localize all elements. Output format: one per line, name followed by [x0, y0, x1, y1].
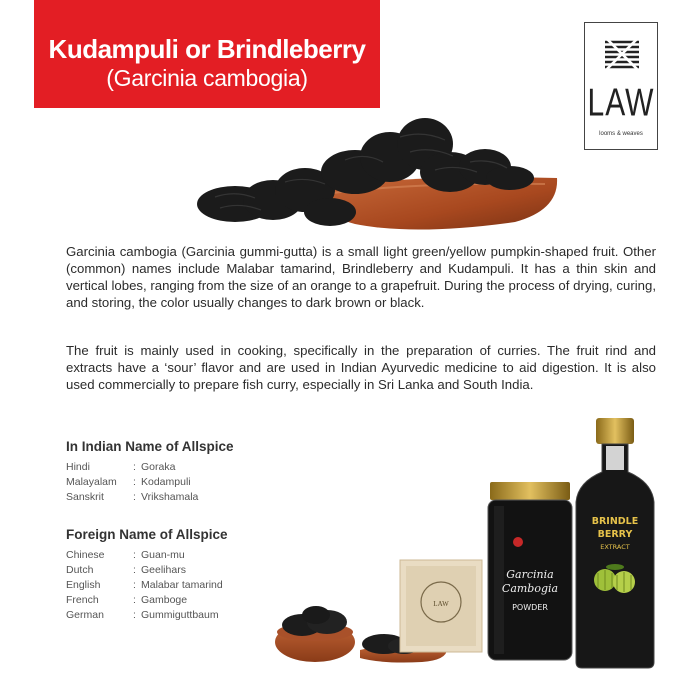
foreign-names-section — [66, 527, 228, 623]
page-subtitle: (Garcinia cambogia) — [106, 65, 308, 91]
local-name: Guan-mu — [141, 549, 185, 561]
bottle-label-line3: EXTRACT — [600, 543, 630, 551]
bottle-label-line1: BRINDLE — [591, 516, 639, 527]
jar-label-line2: Cambogia — [501, 582, 559, 595]
language-label: French — [66, 594, 99, 606]
dried-fruit-bowl-image — [195, 112, 565, 242]
powder-jar-image — [488, 482, 572, 660]
indian-names-heading: In Indian Name of Allspice — [66, 439, 234, 454]
description-paragraph-2: The fruit is mainly used in cooking, specifically in the preparation of curries. The fruit rind and extracts have a ‘sour’ flavor and are used in Indian Ayurvedic medicine to aid digestion. It is also used commercially to prepare fish curry, especially in Sri Lanka and South India. — [66, 343, 656, 392]
local-name: Gamboge — [141, 594, 188, 606]
list-item: Dutch : Geelihars — [66, 564, 186, 576]
jar-label-line1: Garcinia — [506, 568, 554, 581]
kraft-pouch-image — [400, 560, 482, 652]
small-bowl-image — [275, 606, 355, 662]
local-name: Gummiguttbaum — [141, 609, 219, 621]
jar-label-line3: POWDER — [512, 603, 548, 612]
list-item: Malayalam : Kodampuli — [66, 476, 191, 488]
language-label: Chinese — [66, 549, 105, 561]
logo-text: LAW — [587, 81, 655, 125]
list-item: French : Gamboge — [66, 594, 188, 606]
language-label: Malayalam — [66, 476, 117, 488]
list-item: English : Malabar tamarind — [66, 579, 223, 591]
description-paragraph-1: Garcinia cambogia (Garcinia gummi-gutta) is a small light green/yellow pumpkin-shaped fruit. Other (common) names include Malabar tamarind, Brindleberry and Kudampuli. It has a thin skin and vertical lobes, ranging from the size of an orange to a grapefruit. During the process of drying, curing, and storing, the color usually changes to dark brown or black. — [66, 244, 656, 310]
weave-icon — [603, 39, 641, 69]
local-name: Vrikshamala — [141, 491, 199, 503]
title-banner — [34, 0, 380, 108]
list-item: German : Gummiguttbaum — [66, 609, 219, 621]
language-label: English — [66, 579, 101, 591]
local-name: Geelihars — [141, 564, 186, 576]
logo-tagline: looms & weaves — [599, 131, 643, 137]
svg-text:LAW: LAW — [433, 600, 449, 608]
list-item: Sanskrit : Vrikshamala — [66, 491, 199, 503]
product-lineup-image — [272, 410, 700, 700]
language-label: German — [66, 609, 104, 621]
language-label: Hindi — [66, 461, 90, 473]
brand-logo — [584, 22, 658, 150]
local-name: Goraka — [141, 461, 176, 473]
indian-names-section — [66, 439, 234, 505]
page-title: Kudampuli or Brindleberry — [48, 34, 366, 64]
local-name: Kodampuli — [141, 476, 191, 488]
language-label: Dutch — [66, 564, 94, 576]
extract-bottle-image — [576, 418, 654, 668]
list-item: Chinese : Guan-mu — [66, 549, 185, 561]
language-label: Sanskrit — [66, 491, 104, 503]
list-item: Hindi : Goraka — [66, 461, 176, 473]
local-name: Malabar tamarind — [141, 579, 223, 591]
foreign-names-heading: Foreign Name of Allspice — [66, 527, 228, 542]
bottle-label-line2: BERRY — [597, 529, 633, 540]
